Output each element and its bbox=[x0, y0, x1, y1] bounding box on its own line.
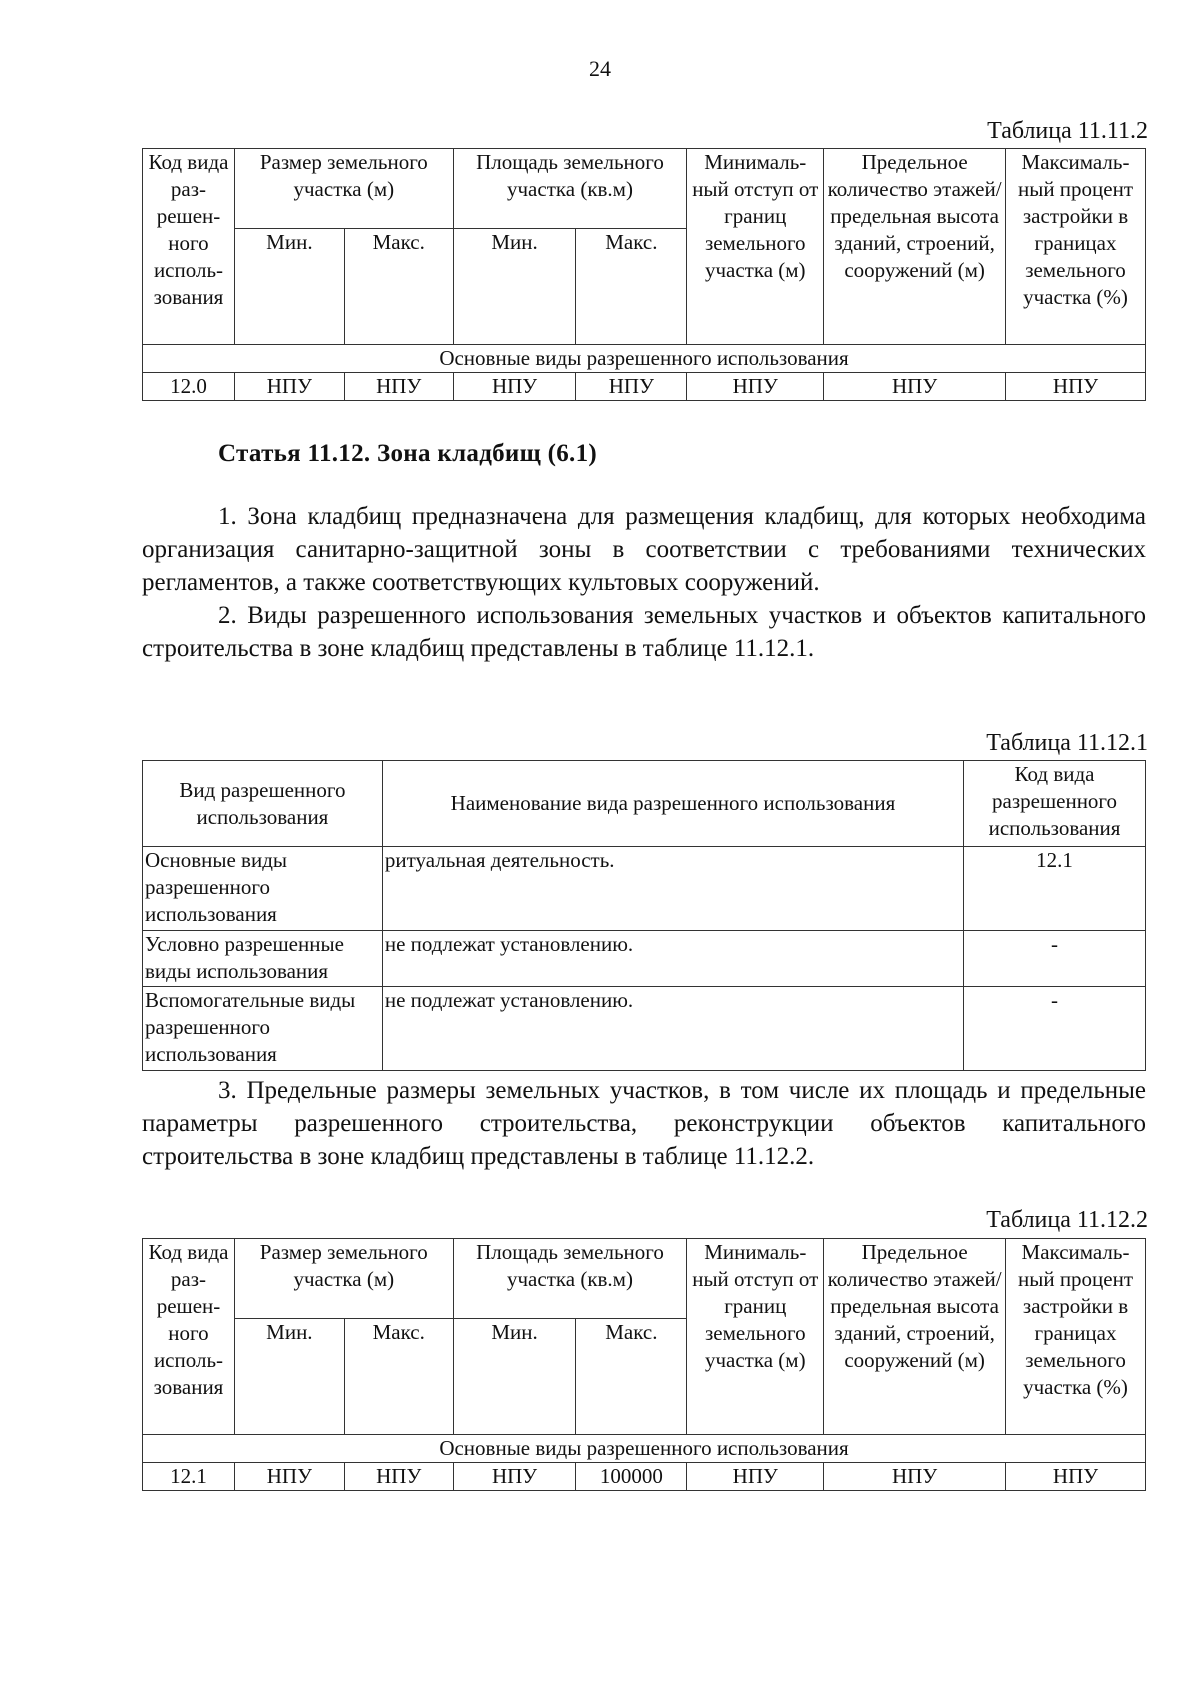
paragraph-1: 1. Зона кладбищ предназначена для размещения кладбищ, для которых необходима организация санитарно-защитной зоны в соответствии с требованиями технических регламентов, а также соответствующих культовых сооружений. bbox=[142, 503, 1146, 596]
cell-setback: НПУ bbox=[687, 373, 824, 401]
table-caption: Таблица 11.12.1 bbox=[986, 730, 1148, 756]
paragraph-2: 2. Виды разрешенного использования земельных участков и объектов капитального строительства в зоне кладбищ представлены в таблице 11.12.1. bbox=[142, 602, 1146, 662]
cell-area-min: НПУ bbox=[453, 373, 576, 401]
cell-coverage: НПУ bbox=[1006, 373, 1146, 401]
header-size-max: Макс. bbox=[344, 1319, 453, 1435]
cell-code: 12.1 bbox=[143, 1463, 235, 1491]
table-caption: Таблица 11.12.2 bbox=[986, 1207, 1148, 1233]
header-code: Код вида раз-решен-ного исполь-зования bbox=[143, 149, 235, 345]
cell-size-max: НПУ bbox=[344, 1463, 453, 1491]
cell-setback: НПУ bbox=[687, 1463, 824, 1491]
header-area-max: Макс. bbox=[576, 1319, 687, 1435]
cell-size-min: НПУ bbox=[234, 1463, 344, 1491]
cell-floors: НПУ bbox=[824, 1463, 1006, 1491]
cell-area-max: НПУ bbox=[576, 373, 687, 401]
header-size-max: Макс. bbox=[344, 229, 453, 345]
table-11-12-1 bbox=[142, 760, 1146, 1071]
cell-code: - bbox=[964, 931, 1146, 987]
cell-kind: Условно разрешенные виды использования bbox=[143, 931, 383, 987]
cell-size-min: НПУ bbox=[234, 373, 344, 401]
header-size-min: Мин. bbox=[234, 229, 344, 345]
cell-coverage: НПУ bbox=[1006, 1463, 1146, 1491]
cell-code: 12.1 bbox=[964, 847, 1146, 931]
header-size: Размер земельного участка (м) bbox=[234, 149, 453, 229]
header-area-max: Макс. bbox=[576, 229, 687, 345]
section-row: Основные виды разрешенного использования bbox=[143, 345, 1146, 373]
cell-kind: Вспомогательные виды разрешенного использования bbox=[143, 987, 383, 1071]
cell-area-min: НПУ bbox=[453, 1463, 576, 1491]
header-area: Площадь земельного участка (кв.м) bbox=[453, 149, 687, 229]
header-floors: Предельное количество этажей/ предельная высота зданий, строений, сооружений (м) bbox=[824, 1239, 1006, 1435]
header-name: Наименование вида разрешенного использования bbox=[382, 761, 963, 847]
header-code: Код вида раз-решен-ного исполь-зования bbox=[143, 1239, 235, 1435]
header-code: Код вида разрешенного использования bbox=[964, 761, 1146, 847]
table-row bbox=[143, 373, 1146, 401]
header-area-min: Мин. bbox=[453, 229, 576, 345]
header-floors: Предельное количество этажей/ предельная высота зданий, строений, сооружений (м) bbox=[824, 149, 1006, 345]
cell-code: - bbox=[964, 987, 1146, 1071]
header-area: Площадь земельного участка (кв.м) bbox=[453, 1239, 687, 1319]
paragraph-3: 3. Предельные размеры земельных участков, в том числе их площадь и предельные параметры разрешенного строительства, реконструкции объектов капитального строительства в зоне кладбищ представлены в таблице 11.12.2. bbox=[142, 1077, 1146, 1170]
section-row: Основные виды разрешенного использования bbox=[143, 1435, 1146, 1463]
header-coverage: Максималь-ный процент застройки в границах земельного участка (%) bbox=[1006, 1239, 1146, 1435]
cell-name: ритуальная деятельность. bbox=[382, 847, 963, 931]
header-coverage: Максималь-ный процент застройки в границах земельного участка (%) bbox=[1006, 149, 1146, 345]
cell-size-max: НПУ bbox=[344, 373, 453, 401]
header-kind: Вид разрешенного использования bbox=[143, 761, 383, 847]
table-caption: Таблица 11.11.2 bbox=[987, 118, 1148, 144]
cell-name: не подлежат установлению. bbox=[382, 931, 963, 987]
cell-area-max: 100000 bbox=[576, 1463, 687, 1491]
table-11-12-2 bbox=[142, 1238, 1146, 1491]
header-size: Размер земельного участка (м) bbox=[234, 1239, 453, 1319]
table-11-11-2 bbox=[142, 148, 1146, 401]
article-text bbox=[142, 500, 1146, 665]
cell-code: 12.0 bbox=[143, 373, 235, 401]
table-row bbox=[143, 931, 1146, 987]
cell-floors: НПУ bbox=[824, 373, 1006, 401]
article-text-2 bbox=[142, 1074, 1146, 1173]
header-area-min: Мин. bbox=[453, 1319, 576, 1435]
header-size-min: Мин. bbox=[234, 1319, 344, 1435]
cell-kind: Основные виды разрешенного использования bbox=[143, 847, 383, 931]
table-row bbox=[143, 847, 1146, 931]
header-setback: Минималь-ный отступ от границ земельного участка (м) bbox=[687, 149, 824, 345]
page-number: 24 bbox=[589, 56, 611, 81]
cell-name: не подлежат установлению. bbox=[382, 987, 963, 1071]
article-heading: Статья 11.12. Зона кладбищ (6.1) bbox=[218, 440, 597, 467]
header-setback: Минималь-ный отступ от границ земельного участка (м) bbox=[687, 1239, 824, 1435]
table-row bbox=[143, 987, 1146, 1071]
table-row bbox=[143, 1463, 1146, 1491]
